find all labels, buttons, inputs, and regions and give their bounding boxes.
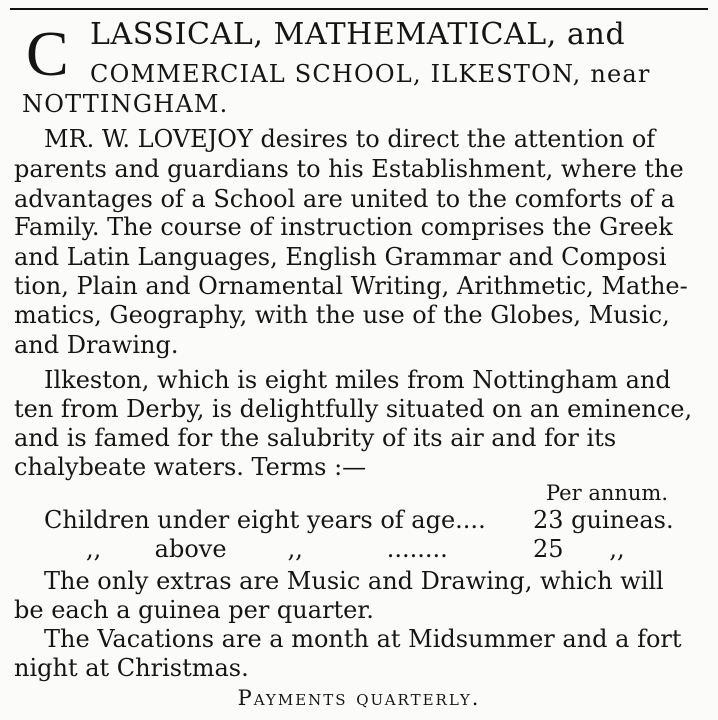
heading-line-1: LASSICAL, MATHEMATICAL, and: [90, 17, 626, 52]
paragraph-1-line: advantages of a School are united to the comforts of a: [14, 185, 675, 213]
drop-cap: C: [26, 18, 69, 89]
paragraph-2-line: and is famed for the salubrity of its air and for its: [14, 424, 617, 452]
paragraph-1-line: parents and guardians to his Establishment, where the: [14, 155, 684, 183]
paragraph-3-line: The only extras are Music and Drawing, which will: [44, 567, 664, 595]
terms-row-1-label: Children under eight years of age....: [44, 506, 486, 534]
paragraph-1-line: and Latin Languages, English Grammar and Composi: [14, 243, 667, 271]
terms-header: Per annum.: [545, 481, 668, 505]
top-rule: [10, 8, 708, 10]
paragraph-4-line: night at Christmas.: [14, 654, 249, 682]
paragraph-1-line: MR. W. LOVEJOY desires to direct the attention of: [44, 125, 656, 153]
heading-line-3: NOTTINGHAM.: [22, 90, 229, 118]
payments-footer: Payments quarterly.: [237, 686, 481, 710]
terms-row-2-label: ,, above ,, ........: [86, 535, 448, 563]
paragraph-2-line: Ilkeston, which is eight miles from Nottingham and: [44, 366, 671, 394]
paragraph-3-line: be each a guinea per quarter.: [14, 596, 374, 624]
paragraph-1-line: tion, Plain and Ornamental Writing, Arithmetic, Mathe-: [14, 272, 688, 300]
paragraph-1-line: matics, Geography, with the use of the Globes, Music,: [14, 301, 670, 329]
paragraph-2-line: ten from Derby, is delightfully situated on an eminence,: [14, 395, 693, 423]
paragraph-1-line: Family. The course of instruction comprises the Greek: [14, 213, 673, 241]
heading-line-2: COMMERCIAL SCHOOL, ILKESTON, near: [90, 60, 651, 88]
terms-row-1-value: 23 guineas.: [533, 506, 674, 534]
paragraph-4-line: The Vacations are a month at Midsummer and a fort: [44, 625, 682, 653]
paragraph-1-line: and Drawing.: [14, 331, 179, 359]
paragraph-2-line: chalybeate waters. Terms :—: [14, 453, 367, 481]
terms-row-2-value: 25 ,,: [533, 535, 625, 563]
